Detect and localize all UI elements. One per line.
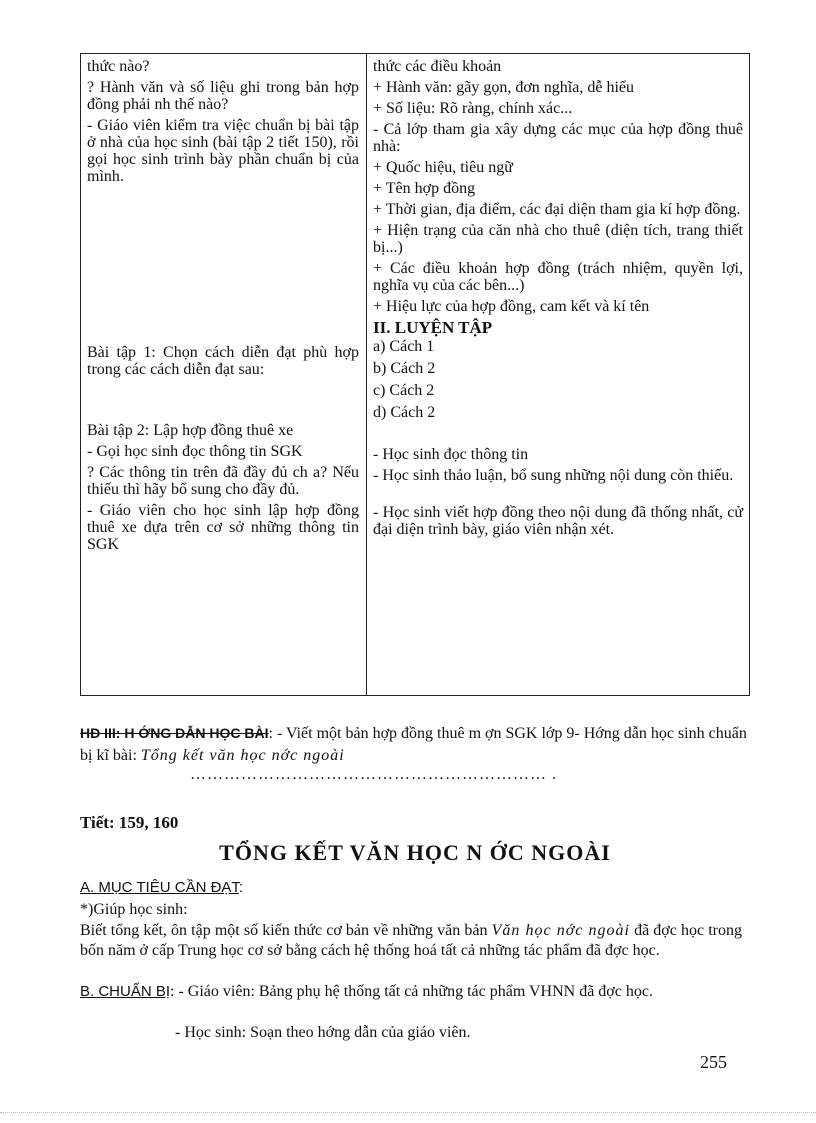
table-cell-text: - Học sinh thảo luận, bổ sung những nội dung còn thiếu. <box>373 467 734 484</box>
objective-paragraph <box>80 921 742 961</box>
table-cell-text: + Số liệu: Rõ ràng, chính xác... <box>373 100 573 117</box>
table-cell-text: + Các điều khoản hợp đồng (trách nhiệm, quyền lợi, nghĩa vụ của các bên...) <box>373 260 743 294</box>
teacher-activity-column <box>87 58 359 557</box>
objective-text-end: đã đợc học trong bốn năm ở cấp Trung học cơ sở bằng cách hệ thống hoá tất cả những tác phẩm đã đợc học. <box>80 922 742 959</box>
section-a-colon: : <box>238 879 244 896</box>
dotted-separator: ……………………………………………………… . <box>190 766 557 783</box>
table-cell-text: - Giáo viên cho học sinh lập hợp đồng thuê xe dựa trên cơ sở những thông tin SGK <box>87 502 359 553</box>
lesson-period: Tiết: 159, 160 <box>80 813 179 832</box>
section-b-paragraph <box>80 983 742 1000</box>
table-cell-text: thức các điều khoản <box>373 58 502 75</box>
section-a-heading-line <box>80 879 243 896</box>
table-column-divider <box>366 54 367 695</box>
homework-label: HĐ III: H ỚNG DẪN HỌC BÀI <box>80 725 269 741</box>
lesson-table <box>80 53 750 696</box>
page-title: TỔNG KẾT VĂN HỌC N ỚC NGOÀI <box>219 840 611 865</box>
exercise-2-prompt: Bài tập 2: Lập hợp đồng thuê xe <box>87 422 294 439</box>
answer-item: a) Cách 1 <box>373 338 435 355</box>
exercise-1-prompt: Bài tập 1: Chọn cách diễn đạt phù hợp trong các cách diễn đạt sau: <box>87 344 359 378</box>
section-b-text: : - Giáo viên: Bảng phụ hệ thống tất cả những tác phẩm VHNN đã đợc học. <box>170 983 653 1000</box>
table-cell-text: + Tên hợp đồng <box>373 180 476 197</box>
table-cell-text: thức nào? <box>87 58 150 75</box>
student-preparation: - Học sinh: Soạn theo hớng dẫn của giáo viên. <box>175 1024 471 1041</box>
table-cell-text: ? Hành văn và số liệu ghi trong bản hợp đồng phải nh thế nào? <box>87 79 359 113</box>
table-cell-text: + Hiệu lực của hợp đồng, cam kết và kí tên <box>373 298 650 315</box>
table-cell-text: + Thời gian, địa điểm, các đại diện tham gia kí hợp đồng. <box>373 201 741 218</box>
page-bottom-edge <box>0 1112 816 1113</box>
section-a-heading: A. MỤC TIÊU CẦN ĐẠT <box>80 879 239 896</box>
homework-text: : - Viết một bản hợp đồng thuê m ợn SGK lớp 9- Hớng dẫn học sinh chuẩn bị kĩ bài: <box>80 725 747 764</box>
objective-intro: *)Giúp học sinh: <box>80 901 188 918</box>
table-cell-text: - Giáo viên kiểm tra việc chuẩn bị bài tập ở nhà của học sinh (bài tập 2 tiết 150), rồi gọi học sinh trình bày phần chuẩn bị của mình. <box>87 117 359 185</box>
table-cell-text: - Gọi học sinh đọc thông tin SGK <box>87 443 303 460</box>
table-cell-text: + Hiện trạng của căn nhà cho thuê (diện tích, trang thiết bị...) <box>373 222 743 256</box>
table-cell-text: - Học sinh đọc thông tin <box>373 446 529 463</box>
practice-section-heading: II. LUYỆN TẬP <box>373 318 493 337</box>
table-cell-text: + Hành văn: gãy gọn, đơn nghĩa, dễ hiểu <box>373 79 634 96</box>
next-lesson-title: Tổng kết văn học nớc ngoài <box>140 747 345 764</box>
homework-guidance <box>80 722 750 767</box>
table-cell-text: - Học sinh viết hợp đồng theo nội dung đã thống nhất, cử đại diện trình bày, giáo viên nhận xét. <box>373 504 743 538</box>
table-cell-text: ? Các thông tin trên đã đầy đủ ch a? Nếu thiếu thì hãy bổ sung cho đầy đủ. <box>87 464 359 498</box>
answer-item: c) Cách 2 <box>373 382 435 399</box>
student-activity-column <box>373 58 743 542</box>
table-cell-text: + Quốc hiệu, tiêu ngữ <box>373 159 513 176</box>
answer-item: b) Cách 2 <box>373 360 436 377</box>
section-b-heading: B. CHUẨN BỊ <box>80 983 171 1000</box>
answer-item: d) Cách 2 <box>373 404 436 421</box>
page-number: 255 <box>700 1052 727 1072</box>
objective-italic-term: Văn học nớc ngoài <box>491 922 630 939</box>
objective-text: Biết tổng kết, ôn tập một số kiến thức cơ bản về những văn bản <box>80 922 488 939</box>
table-cell-text: - Cả lớp tham gia xây dựng các mục của hợp đồng thuê nhà: <box>373 121 743 155</box>
